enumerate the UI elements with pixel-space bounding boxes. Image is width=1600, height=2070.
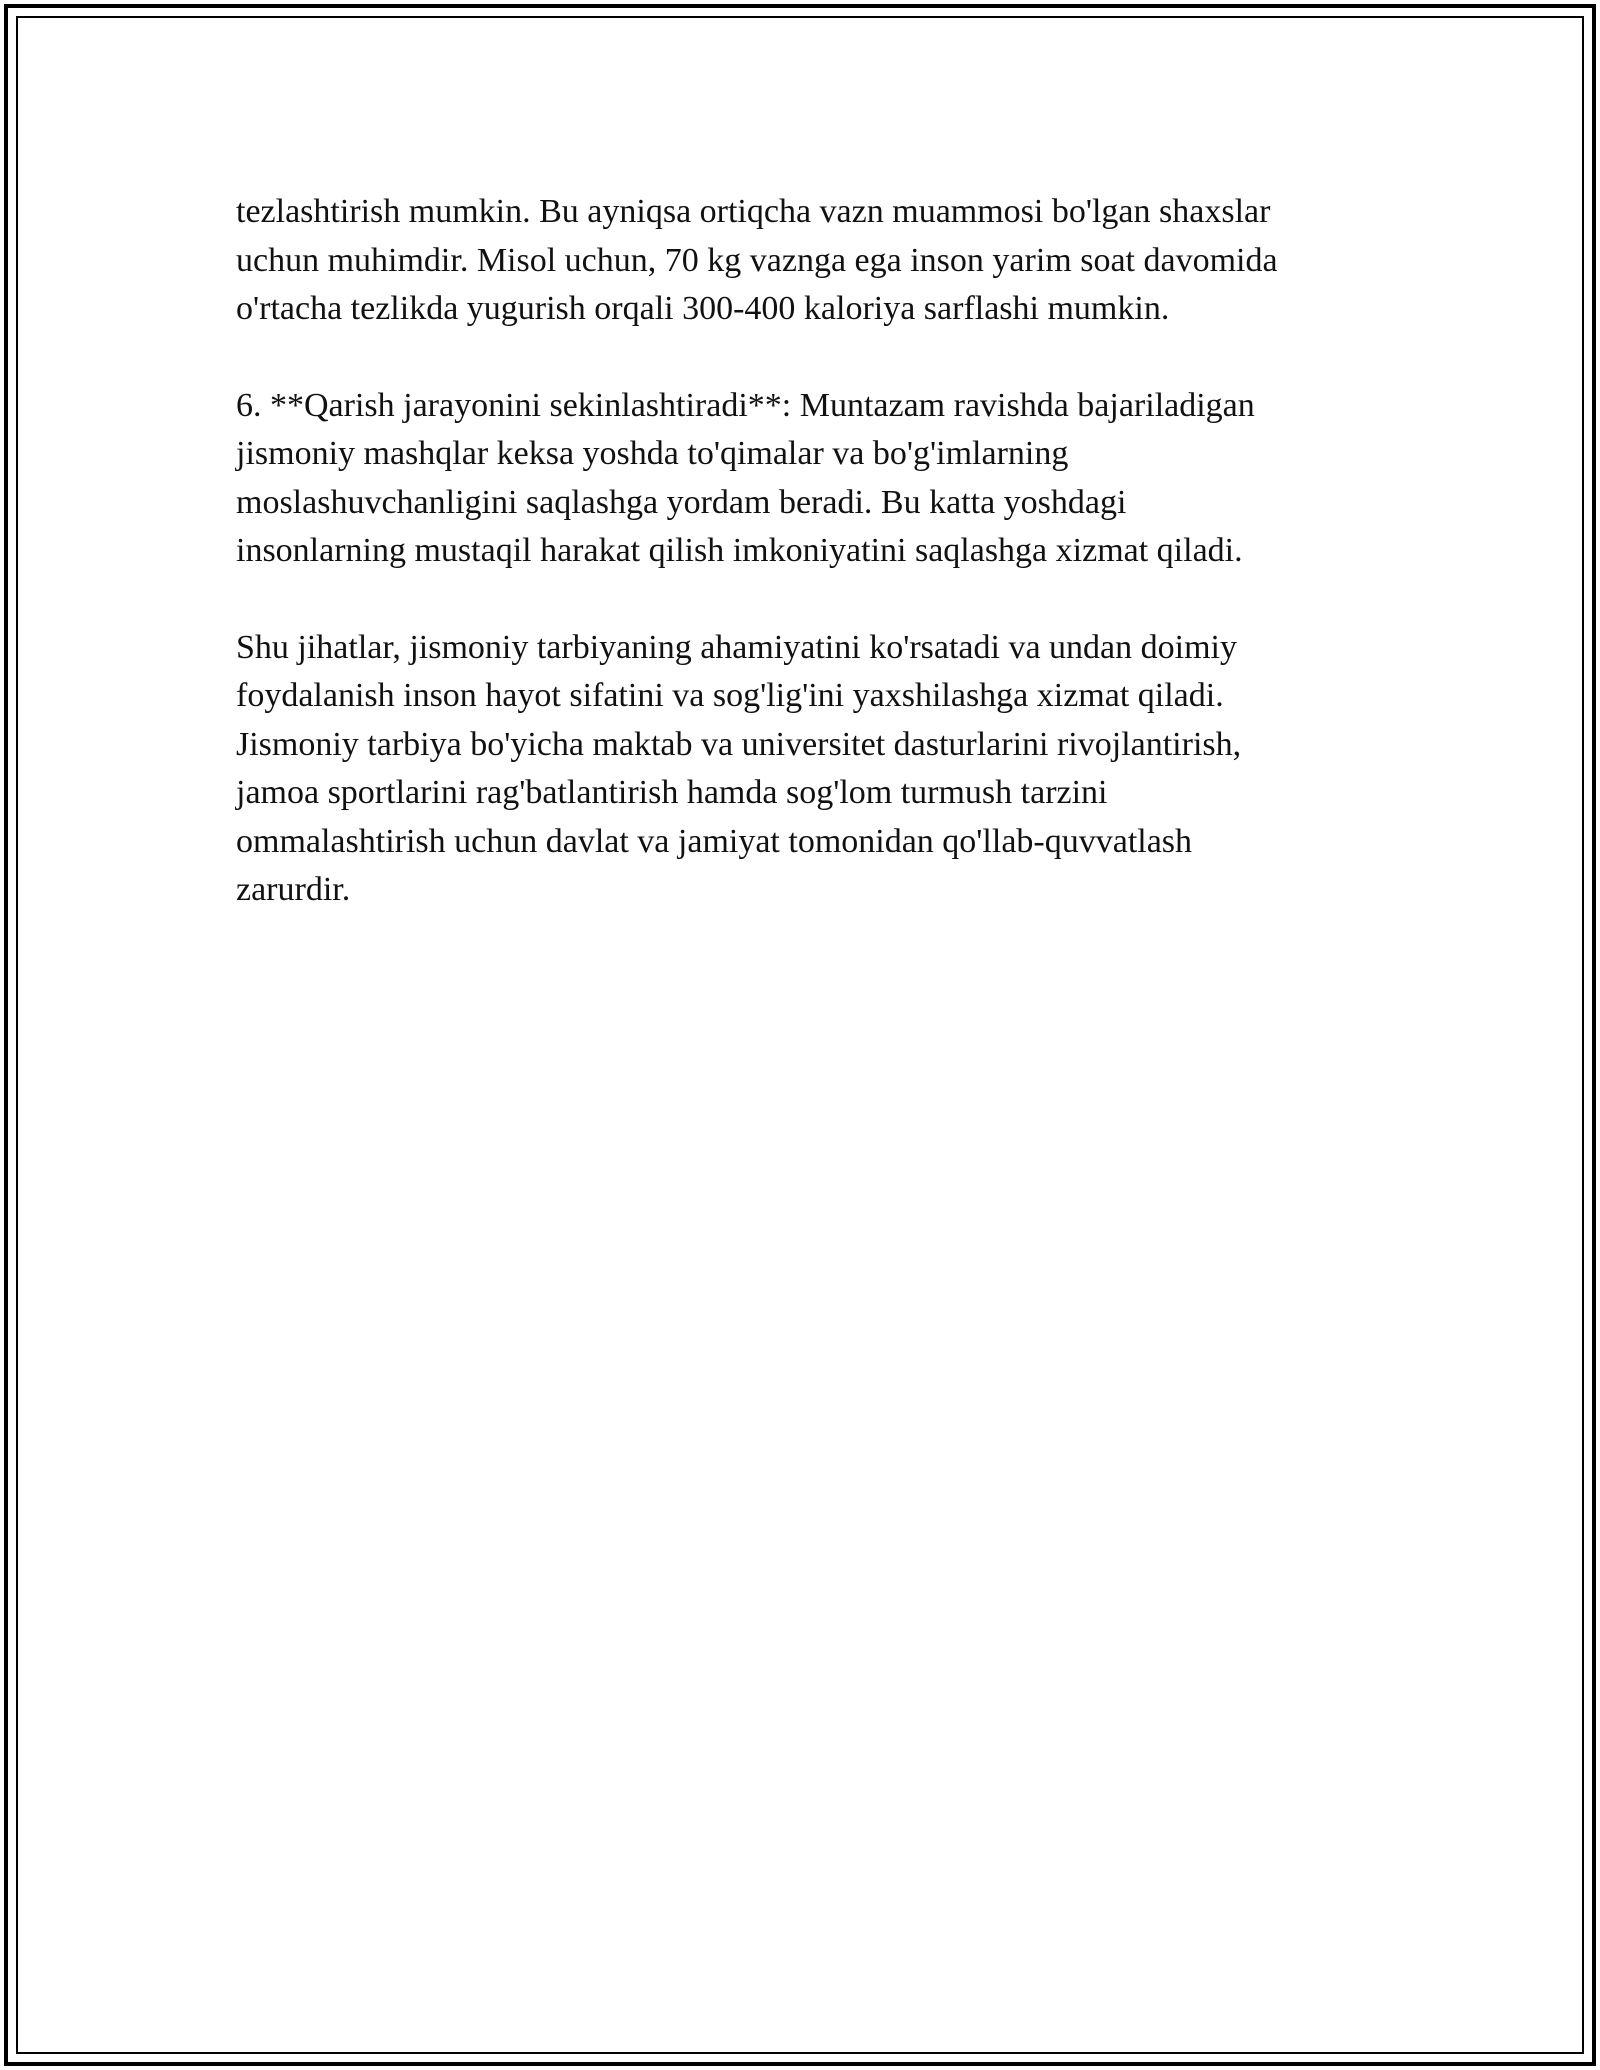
text-line: jismoniy mashqlar keksa yoshda to'qimalar va bo'g'imlarning xyxy=(236,435,1069,472)
text-line: jamoa sportlarini rag'batlantirish hamda sog'lom turmush tarzini xyxy=(236,774,1108,811)
text-line: ommalashtirish uchun davlat va jamiyat tomonidan qo'llab-quvvatlash xyxy=(236,822,1193,860)
document-body xyxy=(236,188,1396,963)
text-line: Shu jihatlar, jismoniy tarbiyaning ahamiyatini ko'rsatadi va undan doimiy xyxy=(236,628,1237,666)
paragraph-conclusion xyxy=(236,624,1396,915)
text-line: Jismoniy tarbiya bo'yicha maktab va universitet dasturlarini rivojlantirish, xyxy=(236,725,1242,763)
text-line: zarurdir. xyxy=(236,871,351,908)
paragraph-aging xyxy=(236,382,1396,576)
text-line: 6. **Qarish jarayonini sekinlashtiradi**: Muntazam ravishda bajariladigan xyxy=(236,386,1255,424)
text-line: o'rtacha tezlikda yugurish orqali 300-400 kaloriya sarflashi mumkin. xyxy=(236,290,1170,327)
paragraph-weight-loss xyxy=(236,188,1396,334)
text-line: uchun muhimdir. Misol uchun, 70 kg vaznga ega inson yarim soat davomida xyxy=(236,241,1278,279)
text-line: foydalanish inson hayot sifatini va sog'lig'ini yaxshilashga xizmat qiladi. xyxy=(236,677,1224,714)
text-line: insonlarning mustaqil harakat qilish imkoniyatini saqlashga xizmat qiladi. xyxy=(236,532,1243,569)
text-line: moslashuvchanligini saqlashga yordam beradi. Bu katta yoshdagi xyxy=(236,483,1127,521)
text-line: tezlashtirish mumkin. Bu ayniqsa ortiqcha vazn muammosi bo'lgan shaxslar xyxy=(236,193,1271,230)
